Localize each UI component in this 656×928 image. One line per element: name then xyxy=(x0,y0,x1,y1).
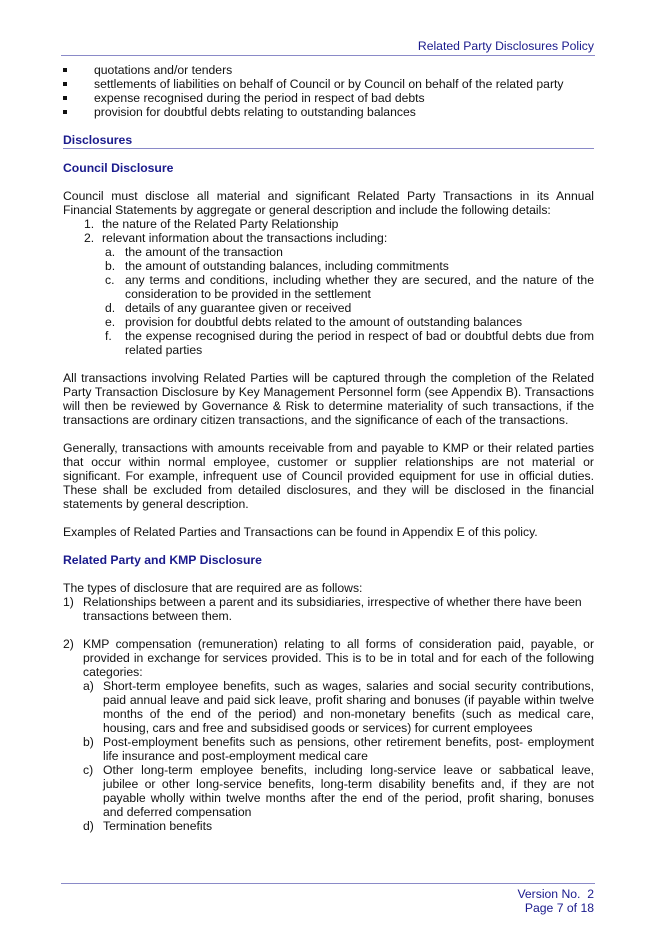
version-number: Version No. 2 xyxy=(517,887,594,901)
square-bullet-icon xyxy=(63,110,67,114)
list-item: c. any terms and conditions, including whether they are secured, and the nature of the consideration to be provided in the settlement xyxy=(105,273,594,301)
council-numbered-list xyxy=(63,217,594,357)
bullet-item: expense recognised during the period in respect of bad debts xyxy=(63,91,594,105)
bullet-list xyxy=(63,63,594,119)
list-item: a. the amount of the transaction xyxy=(105,245,283,259)
subheading-council-disclosure: Council Disclosure xyxy=(63,161,174,175)
kmp-lettered-list xyxy=(83,679,594,833)
list-item: d) Termination benefits xyxy=(83,819,213,833)
list-item: 2) KMP compensation (remuneration) relating to all forms of consideration paid, payable, or provided in exchange for services provided. This is to be in total and for each of the following categories: a) Short-term employee benefits, such as wages, salaries and social security contributions, paid annual leave and paid sick leave, profit sharing and bonuses (if payable within twelve months of the end of the period) and non-monetary benefits (such as medical care, housing, cars and free and subsidised goods or services) for current employees b) Post-employment benefits such as pensions, other retirement benefits, post- employment life insurance and post-employment medical care c) Other long-term employee benefits, including long-service leave or sabbatical leave, jubilee or other long-service benefits, long-term disability benefits and, if they are not payable wholly within twelve months after the end of the period, profit sharing, bonuses and deferred compensation d) Termination benefits xyxy=(63,637,594,833)
kmp-numbered-list xyxy=(63,595,594,833)
list-item: 2. relevant information about the transactions including: a. the amount of the transaction b. the amount of outstanding balances, including commitments c. any terms and conditions, including whether they are secured, and the nature of the consideration to be provided in the settlement d. details of any guarantee given or received e. provision for doubtful debts related to the amount of outstanding balances f. the expense recognised during the period in respect of bad or doubtful debts due from related parties xyxy=(84,231,594,357)
list-item: a) Short-term employee benefits, such as wages, salaries and social security contributions, paid annual leave and paid sick leave, profit sharing and bonuses (if payable within twelve months of the end of the period) and non-monetary benefits (such as medical care, housing, cars and free and subsidised goods or services) for current employees xyxy=(83,679,594,735)
list-item: b. the amount of outstanding balances, including commitments xyxy=(105,259,449,273)
footer-divider xyxy=(61,883,595,884)
document-header-title: Related Party Disclosures Policy xyxy=(417,39,594,53)
list-item: c) Other long-term employee benefits, including long-service leave or sabbatical leave, jubilee or other long-service benefits, long-term disability benefits and, if they are not payable wholly within twelve months after the end of the period, profit sharing, bonuses and deferred compensation xyxy=(83,763,594,819)
square-bullet-icon xyxy=(63,68,67,72)
examples-paragraph: Examples of Related Parties and Transactions can be found in Appendix E of this policy. xyxy=(63,525,538,539)
materiality-paragraph: Generally, transactions with amounts receivable from and payable to KMP or their related parties that occur within normal employee, customer or supplier relationships are not material or significant. For example, infrequent use of Council provided equipment for use in official duties. These shall be excluded from detailed disclosures, and they will be disclosed in the financial statements by general description. xyxy=(63,441,594,511)
page-footer xyxy=(517,887,594,915)
bullet-item: settlements of liabilities on behalf of Council or by Council on behalf of the related party xyxy=(63,77,594,91)
square-bullet-icon xyxy=(63,82,67,86)
page-content xyxy=(63,63,594,833)
square-bullet-icon xyxy=(63,96,67,100)
section-heading-disclosures: Disclosures xyxy=(63,133,594,149)
list-item: e. provision for doubtful debts related to the amount of outstanding balances xyxy=(105,315,523,329)
list-item: b) Post-employment benefits such as pensions, other retirement benefits, post- employment life insurance and post-employment medical care xyxy=(83,735,594,763)
bullet-item: quotations and/or tenders xyxy=(63,63,594,77)
transactions-capture-paragraph: All transactions involving Related Parties will be captured through the completion of the Related Party Transaction Disclosure by Key Management Personnel form (see Appendix B). Transactions will then be reviewed by Governance & Risk to determine materiality of such transactions, if the transactions are ordinary citizen transactions, and the significance of each of the transactions. xyxy=(63,371,594,427)
kmp-intro-paragraph: The types of disclosure that are required are as follows: xyxy=(63,581,363,595)
list-item: f. the expense recognised during the period in respect of bad or doubtful debts due from related parties xyxy=(105,329,594,357)
subheading-kmp-disclosure: Related Party and KMP Disclosure xyxy=(63,553,262,567)
list-item: d. details of any guarantee given or received xyxy=(105,301,352,315)
council-intro-paragraph: Council must disclose all material and significant Related Party Transactions in its Annual Financial Statements by aggregate or general description and include the following details: xyxy=(63,189,594,217)
header-divider xyxy=(61,55,595,56)
page-number: Page 7 of 18 xyxy=(524,901,594,915)
council-lettered-list xyxy=(102,245,594,357)
bullet-item: provision for doubtful debts relating to outstanding balances xyxy=(63,105,594,119)
list-item: 1) Relationships between a parent and its subsidiaries, irrespective of whether there have been transactions between them. xyxy=(63,595,582,623)
list-item: 1. the nature of the Related Party Relationship xyxy=(84,217,339,231)
